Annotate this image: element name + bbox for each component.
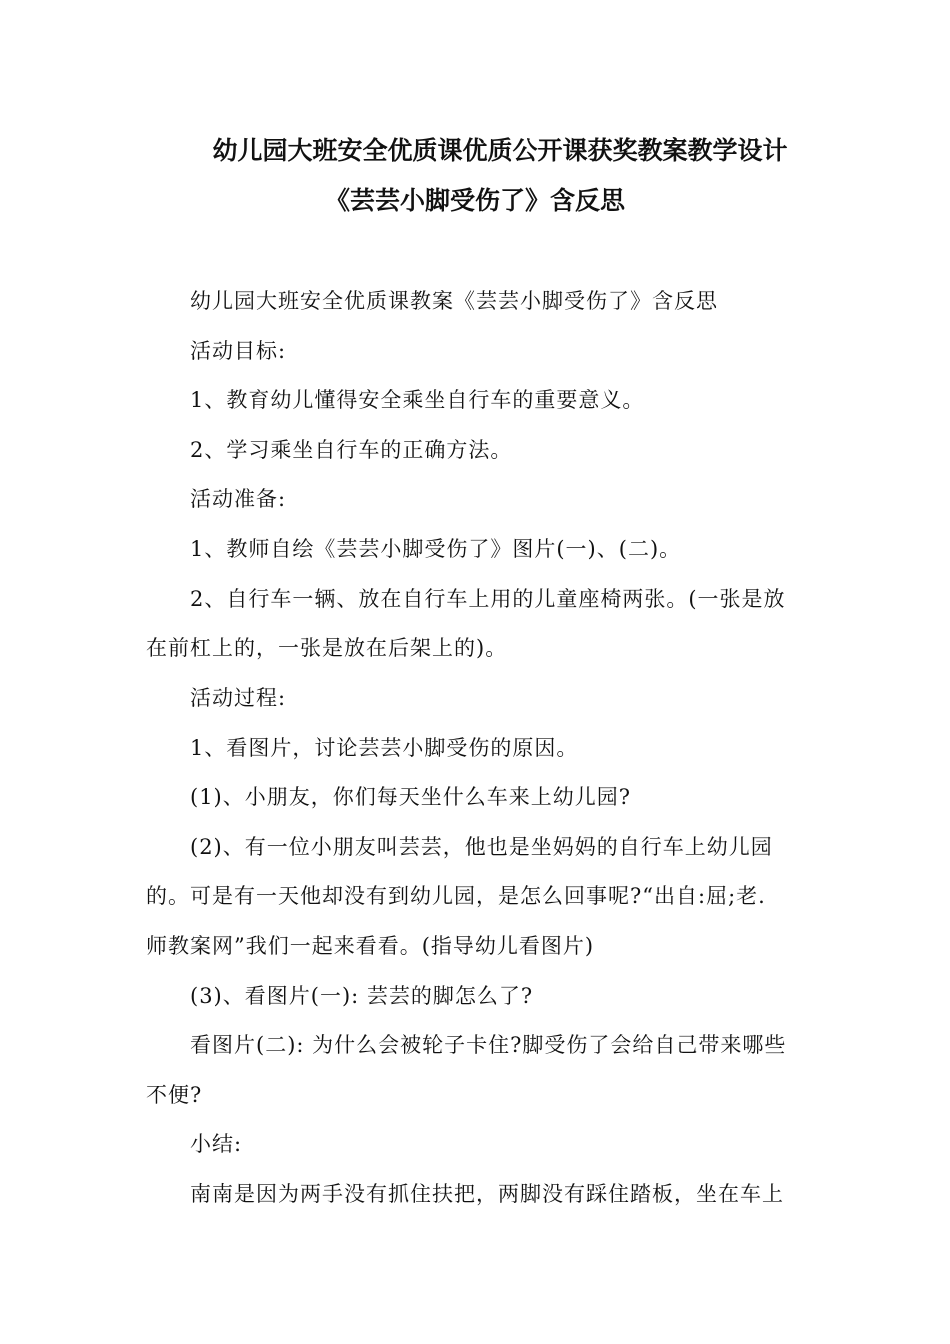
goal-item-2: 2、学习乘坐自行车的正确方法。 [190,438,513,462]
process-picture-2-question-continued: 不便? [146,1083,203,1107]
preparation-item-2-continued: 在前杠上的，一张是放在后架上的)。 [146,636,508,660]
process-step-1: 1、看图片，讨论芸芸小脚受伤的原因。 [190,736,579,760]
process-picture-2-question: 看图片(二): 为什么会被轮子卡住?脚受伤了会给自己带来哪些 [190,1033,787,1057]
process-question-2-continued-b: 师教案网”我们一起来看看。(指导幼儿看图片) [146,934,595,958]
goal-item-1: 1、教育幼儿懂得安全乘坐自行车的重要意义。 [190,388,645,412]
heading-activity-preparation: 活动准备: [190,487,287,511]
heading-lesson-plan: 幼儿园大班安全优质课教案《芸芸小脚受伤了》含反思 [190,289,718,313]
heading-activity-goals: 活动目标: [190,339,287,363]
preparation-item-2: 2、自行车一辆、放在自行车上用的儿童座椅两张。(一张是放 [190,587,786,611]
summary-text: 南南是因为两手没有抓住扶把，两脚没有踩住踏板，坐在车上 [190,1182,784,1206]
preparation-item-1: 1、教师自绘《芸芸小脚受伤了》图片(一)、(二)。 [190,537,682,561]
process-question-3: (3)、看图片(一): 芸芸的脚怎么了? [190,984,534,1008]
heading-summary: 小结: [190,1132,243,1156]
heading-activity-process: 活动过程: [190,686,287,710]
process-question-2-continued-a: 的。可是有一天他却没有到幼儿园，是怎么回事呢?“出自:屈;老. [146,884,766,908]
document-title-line-2: 《芸芸小脚受伤了》含反思 [324,186,625,215]
process-question-2: (2)、有一位小朋友叫芸芸，他也是坐妈妈的自行车上幼儿园 [190,835,773,859]
process-question-1: (1)、小朋友，你们每天坐什么车来上幼儿园? [190,785,632,809]
document-title-line-1: 幼儿园大班安全优质课优质公开课获奖教案教学设计 [212,136,788,165]
